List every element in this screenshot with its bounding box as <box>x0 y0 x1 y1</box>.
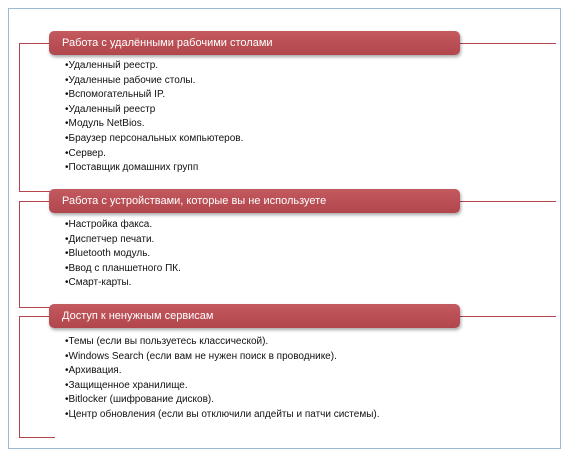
list-item: •Удаленный реестр <box>65 103 156 115</box>
list-item: •Удаленный реестр. <box>65 60 159 71</box>
section-bracket <box>19 43 55 192</box>
list-item: •Вспомогательный IP. <box>65 89 166 101</box>
section-connector-line <box>460 43 556 44</box>
list-item: •Настройка факса. <box>65 219 153 230</box>
list-item: •Браузер персональных компьютеров. <box>65 132 244 144</box>
section-connector-line <box>460 201 556 202</box>
section-bracket <box>19 201 55 308</box>
section-item-list <box>65 335 380 423</box>
list-item: •Защищенное хранилище. <box>65 379 188 391</box>
list-item: •Архивация. <box>65 365 122 377</box>
section-item-list <box>65 59 243 176</box>
list-item: •Ввод с планшетного ПК. <box>65 262 181 274</box>
diagram-frame <box>8 8 561 449</box>
list-item: •Bitlocker (шифрование дисков). <box>65 394 215 406</box>
section-header: Работа с удалёнными рабочими столами <box>49 31 460 55</box>
section-connector-line <box>460 316 556 317</box>
list-item: •Bluetooth модуль. <box>65 248 151 260</box>
list-item: •Модуль NetBios. <box>65 118 145 130</box>
list-item: •Удаленные рабочие столы. <box>65 74 196 86</box>
list-item: •Смарт-карты. <box>65 277 132 289</box>
list-item: •Диспетчер печати. <box>65 233 155 245</box>
section-item-list <box>65 218 181 291</box>
list-item: •Темы (если вы пользуетесь классической). <box>65 336 269 347</box>
list-item: •Windows Search (если вам не нужен поиск в проводнике). <box>65 350 337 362</box>
list-item: •Центр обновления (если вы отключили апдейты и патчи системы). <box>65 408 380 420</box>
section-header: Доступ к ненужным сервисам <box>49 304 460 328</box>
section-header: Работа с устройствами, которые вы не используете <box>49 189 460 213</box>
list-item: •Поставщик домашних групп <box>65 162 199 174</box>
list-item: •Сервер. <box>65 147 106 159</box>
section-bracket <box>19 316 55 438</box>
